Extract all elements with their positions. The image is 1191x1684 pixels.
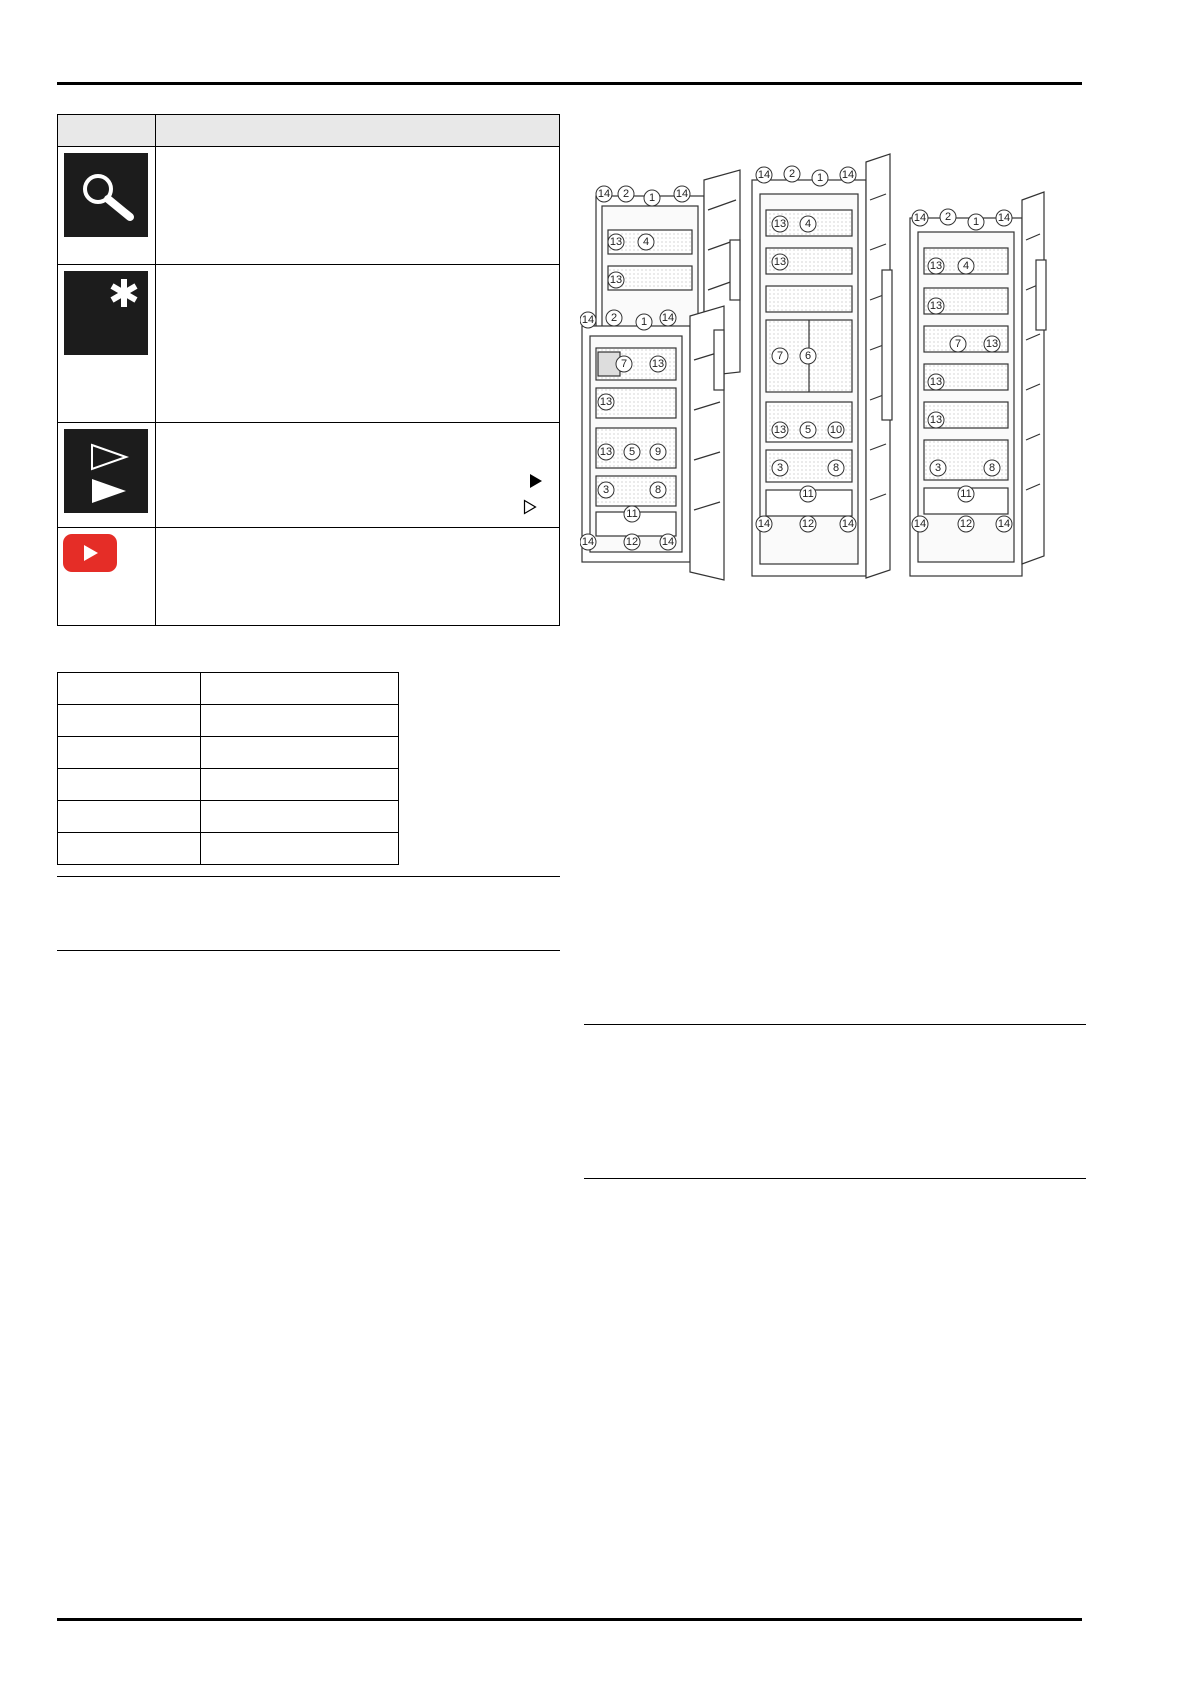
row-text xyxy=(156,265,560,423)
header-cell-symbol xyxy=(58,115,156,147)
svg-text:4: 4 xyxy=(642,236,650,248)
bottom-rule xyxy=(57,1618,1082,1621)
svg-text:14: 14 xyxy=(757,169,771,181)
table-row xyxy=(58,147,560,265)
symbols-table xyxy=(57,114,560,626)
asterisk-icon xyxy=(64,271,148,355)
svg-text:14: 14 xyxy=(997,518,1011,530)
svg-text:3: 3 xyxy=(934,462,942,474)
svg-text:13: 13 xyxy=(985,338,999,350)
section-rule xyxy=(584,1024,1086,1025)
svg-text:7: 7 xyxy=(954,338,962,350)
svg-text:13: 13 xyxy=(651,358,665,370)
svg-text:9: 9 xyxy=(654,446,662,458)
svg-text:10: 10 xyxy=(829,424,843,436)
svg-text:14: 14 xyxy=(661,536,675,548)
table-row xyxy=(58,833,399,865)
svg-text:1: 1 xyxy=(972,216,980,228)
svg-text:2: 2 xyxy=(944,211,952,223)
svg-text:6: 6 xyxy=(804,350,812,362)
svg-text:14: 14 xyxy=(675,188,689,200)
svg-text:13: 13 xyxy=(929,260,943,272)
outline-play-icon xyxy=(523,499,537,515)
svg-text:11: 11 xyxy=(802,488,814,500)
svg-text:13: 13 xyxy=(929,414,943,426)
svg-text:2: 2 xyxy=(788,168,796,180)
svg-text:7: 7 xyxy=(776,350,784,362)
table-row xyxy=(58,801,399,833)
svg-text:13: 13 xyxy=(929,300,943,312)
svg-text:13: 13 xyxy=(773,218,787,230)
svg-text:14: 14 xyxy=(841,169,855,181)
svg-text:11: 11 xyxy=(960,488,972,500)
svg-text:5: 5 xyxy=(628,446,636,458)
svg-text:14: 14 xyxy=(581,536,595,548)
svg-text:13: 13 xyxy=(929,376,943,388)
svg-text:5: 5 xyxy=(804,424,812,436)
svg-text:12: 12 xyxy=(625,536,639,548)
svg-text:3: 3 xyxy=(602,484,610,496)
svg-text:14: 14 xyxy=(661,312,675,324)
svg-text:14: 14 xyxy=(913,212,927,224)
svg-text:14: 14 xyxy=(841,518,855,530)
svg-text:2: 2 xyxy=(622,188,630,200)
svg-text:11: 11 xyxy=(626,508,638,520)
svg-text:1: 1 xyxy=(640,316,648,328)
svg-text:3: 3 xyxy=(776,462,784,474)
svg-text:14: 14 xyxy=(913,518,927,530)
table-row xyxy=(58,423,560,528)
table-row xyxy=(58,528,560,626)
svg-text:14: 14 xyxy=(597,188,611,200)
svg-text:12: 12 xyxy=(801,518,815,530)
magnifier-icon xyxy=(64,153,148,237)
section-rule xyxy=(57,876,560,877)
svg-text:14: 14 xyxy=(581,314,595,326)
specs-table xyxy=(57,672,399,865)
svg-text:14: 14 xyxy=(757,518,771,530)
svg-text:8: 8 xyxy=(988,462,996,474)
svg-text:13: 13 xyxy=(773,424,787,436)
appliance-overview-figure xyxy=(580,140,1060,600)
play-triangles-icon xyxy=(64,429,148,513)
svg-text:4: 4 xyxy=(804,218,812,230)
symbols-table-header xyxy=(58,115,560,147)
svg-text:4: 4 xyxy=(962,260,970,272)
filled-play-icon xyxy=(529,473,543,489)
svg-text:13: 13 xyxy=(609,236,623,248)
top-rule xyxy=(57,82,1082,85)
header-cell-explanation xyxy=(156,115,560,147)
svg-text:13: 13 xyxy=(599,396,613,408)
svg-text:8: 8 xyxy=(654,484,662,496)
section-rule xyxy=(584,1178,1086,1179)
svg-text:1: 1 xyxy=(816,172,824,184)
svg-text:12: 12 xyxy=(959,518,973,530)
svg-text:8: 8 xyxy=(832,462,840,474)
table-row xyxy=(58,769,399,801)
row-text xyxy=(156,147,560,265)
svg-text:7: 7 xyxy=(620,358,628,370)
svg-text:13: 13 xyxy=(599,446,613,458)
section-rule xyxy=(57,950,560,951)
svg-text:1: 1 xyxy=(648,192,656,204)
svg-text:2: 2 xyxy=(610,312,618,324)
svg-text:13: 13 xyxy=(773,256,787,268)
table-row xyxy=(58,265,560,423)
table-row xyxy=(58,705,399,737)
youtube-play-icon xyxy=(63,534,117,572)
table-row xyxy=(58,673,399,705)
table-row xyxy=(58,737,399,769)
svg-text:13: 13 xyxy=(609,274,623,286)
svg-text:14: 14 xyxy=(997,212,1011,224)
row-text xyxy=(156,528,560,626)
